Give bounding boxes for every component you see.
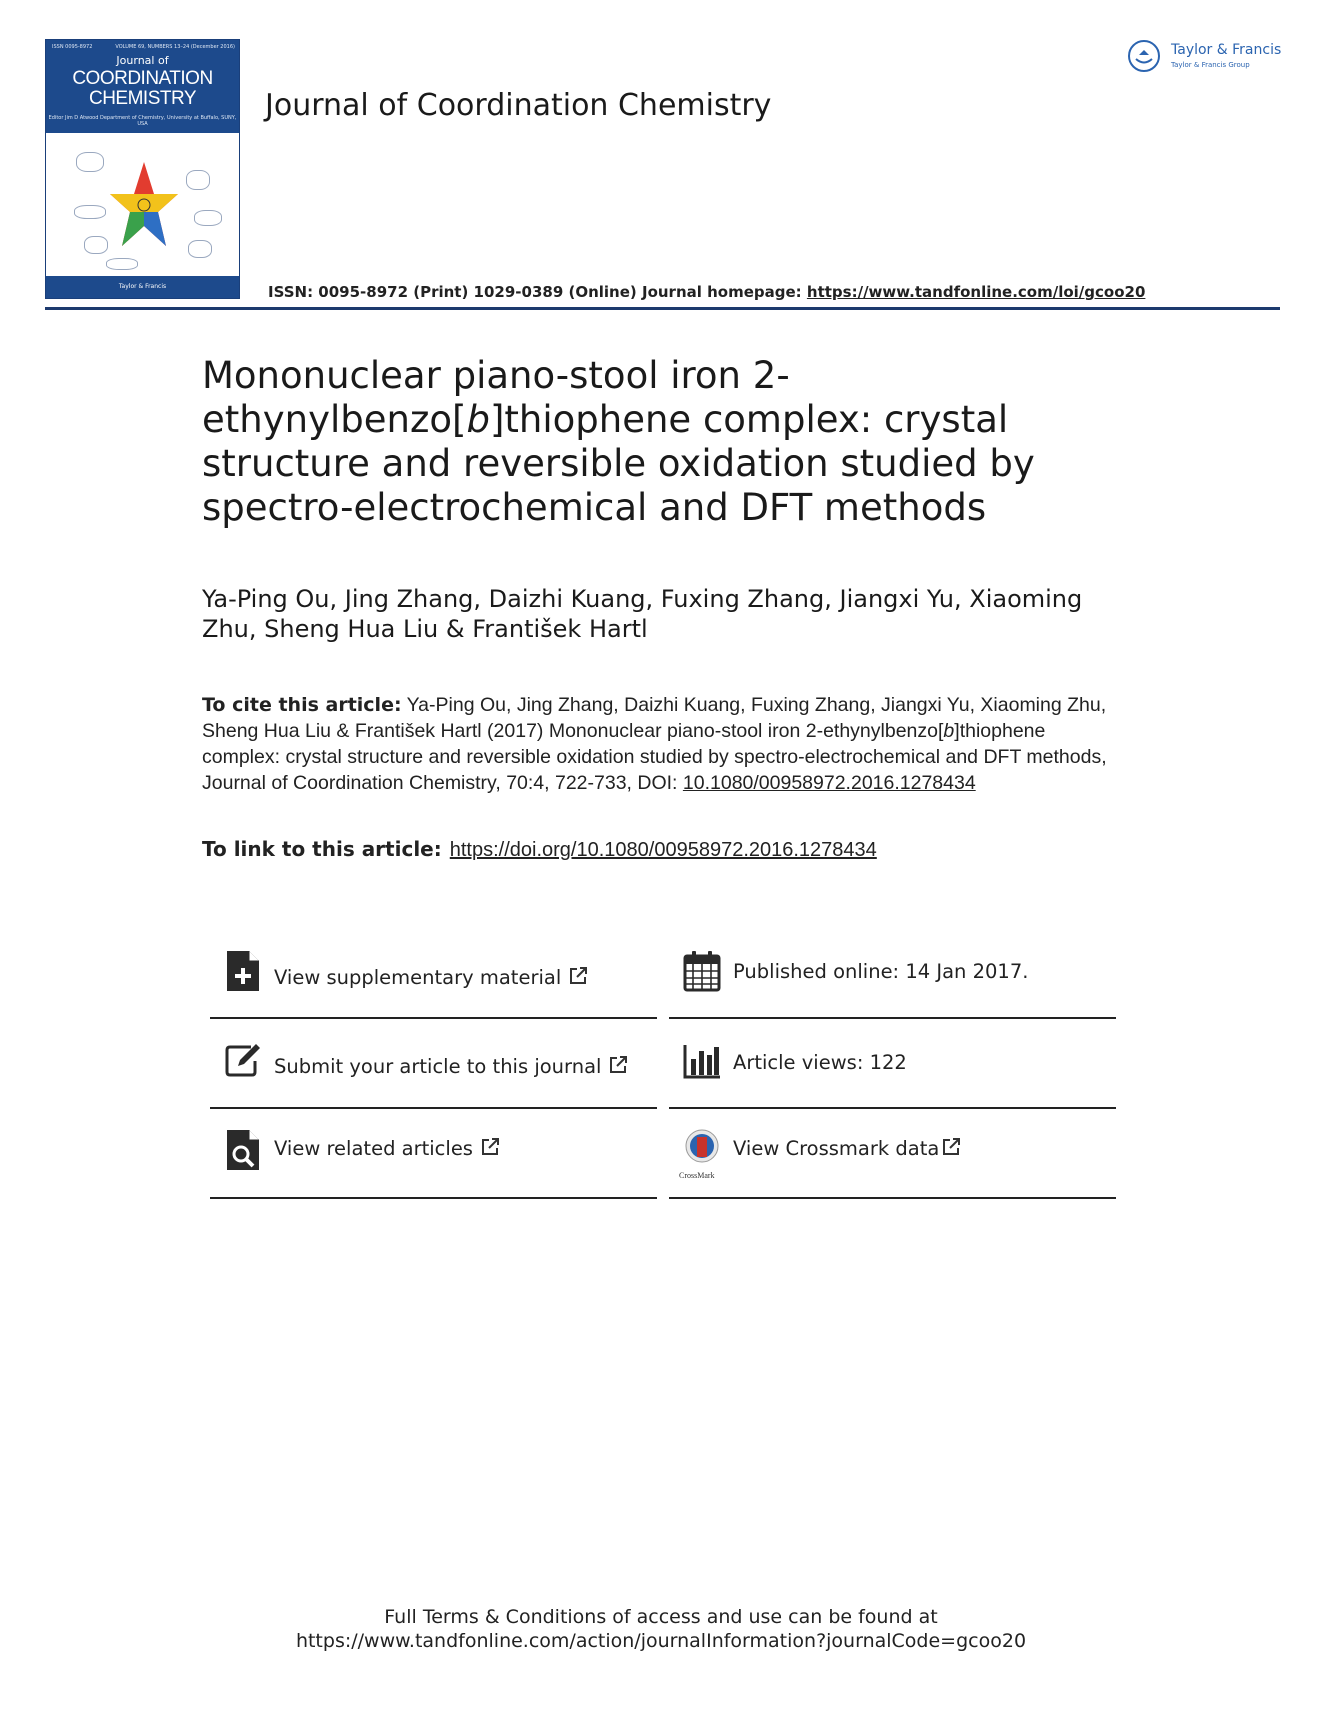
cover-molecule-4 [194, 210, 222, 226]
publisher-name: Taylor & Francis [1171, 42, 1282, 58]
terms-footer [0, 1605, 1322, 1653]
article-authors: Ya-Ping Ou, Jing Zhang, Daizhi Kuang, Fuxing Zhang, Jiangxi Yu, Xiaoming Zhu, Sheng Hua Liu & František Hartl [202, 585, 1083, 643]
external-link-icon [481, 1137, 500, 1156]
article-title-part2: ]thiophene complex: crystal structure and reversible oxidation studied by spectro-electrochemical and DFT methods [202, 398, 1035, 529]
published-online-info [669, 930, 1116, 1019]
cover-molecule-7 [106, 258, 138, 270]
article-title-italic: b [466, 398, 490, 441]
related-articles-link[interactable] [210, 1109, 657, 1198]
published-online-label: Published online: 14 Jan 2017. [733, 960, 1029, 983]
bar-chart-icon [683, 1039, 721, 1081]
article-views-label: Article views: 122 [733, 1051, 907, 1074]
journal-cover[interactable] [45, 39, 240, 299]
cover-title-line2: CHEMISTRY [88, 88, 197, 109]
terms-line1: Full Terms & Conditions of access and use can be found at [384, 1606, 938, 1628]
cover-title-line1: COORDINATION [72, 68, 213, 89]
article-doi-link[interactable]: https://doi.org/10.1080/00958972.2016.1278434 [449, 839, 877, 861]
citation-text-italic: b [943, 720, 955, 742]
citation-text-part1: Ya-Ping Ou, Jing Zhang, Daizhi Kuang, Fuxing Zhang, Jiangxi Yu, Xiaoming Zhu, Sheng Hua Liu & František Hartl (2017) Mononuclear piano-stool iron 2-ethynylbenzo[ [202, 694, 1107, 742]
cover-issn: ISSN 0095-8972 [52, 44, 93, 50]
crossmark-icon [683, 1129, 721, 1171]
header-divider [45, 307, 1280, 310]
crossmark-label: View Crossmark data [733, 1137, 940, 1160]
cover-molecule-6 [188, 240, 212, 258]
issn-text: ISSN: 0095-8972 (Print) 1029-0389 (Online) Journal homepage: [268, 283, 807, 301]
supplementary-label: View supplementary material [274, 966, 562, 989]
cover-molecule-2 [186, 170, 210, 190]
citation-doi-link[interactable]: 10.1080/00958972.2016.1278434 [682, 772, 976, 794]
grid-divider [669, 1197, 1116, 1199]
cover-publisher [46, 276, 239, 298]
cover-journal-of: Journal of [116, 54, 169, 67]
external-link-icon [569, 966, 588, 985]
journal-homepage-link[interactable]: https://www.tandfonline.com/loi/gcoo20 [806, 283, 1146, 301]
crossmark-link[interactable] [669, 1109, 1116, 1198]
related-label: View related articles [274, 1137, 473, 1160]
cover-molecule-5 [84, 236, 108, 254]
cover-molecule-1 [76, 152, 104, 172]
cover-molecule-3 [74, 205, 106, 219]
citation-text-part2: ]thiophene complex: crystal structure and reversible oxidation studied by spectro-electrochemical and DFT methods, Journal of Coordination Chemistry, 70:4, 722-733, DOI: [202, 720, 1107, 794]
article-link-line [202, 837, 877, 862]
issn-line [268, 283, 1145, 301]
supplementary-material-link[interactable] [210, 930, 657, 1019]
external-link-icon [942, 1137, 961, 1156]
citation-label: To cite this article: [202, 694, 402, 716]
calendar-icon [683, 950, 721, 992]
journal-title: Journal of Coordination Chemistry [265, 88, 772, 123]
link-label: To link to this article: [202, 837, 442, 861]
document-plus-icon [224, 950, 262, 992]
taylor-francis-logo[interactable] [1128, 40, 1288, 76]
citation-block [202, 692, 1122, 796]
cover-top-line [52, 44, 235, 50]
publisher-group: Taylor & Francis Group [1171, 61, 1250, 69]
article-title [202, 354, 1102, 530]
cover-star-illustration [108, 160, 180, 252]
article-title-part1: Mononuclear piano-stool iron 2-ethynylbenzo[ [202, 354, 790, 441]
document-search-icon [224, 1129, 262, 1171]
submit-label: Submit your article to this journal [274, 1055, 602, 1078]
cover-volume: VOLUME 69, NUMBERS 13–24 (December 2016) [115, 44, 235, 50]
taylor-francis-emblem-icon [1128, 40, 1160, 72]
cover-publisher-label: Taylor & Francis [118, 283, 167, 290]
terms-url[interactable]: https://www.tandfonline.com/action/journalInformation?journalCode=gcoo20 [295, 1630, 1027, 1652]
grid-divider [210, 1197, 657, 1199]
external-link-icon [609, 1055, 628, 1074]
cover-editor: Editor Jim D Atwood Department of Chemistry, University at Buffalo, SUNY, USA [48, 115, 237, 127]
edit-icon [224, 1039, 262, 1081]
article-views-info [669, 1019, 1116, 1108]
submit-article-link[interactable] [210, 1019, 657, 1108]
crossmark-caption: CrossMark [679, 1171, 715, 1180]
